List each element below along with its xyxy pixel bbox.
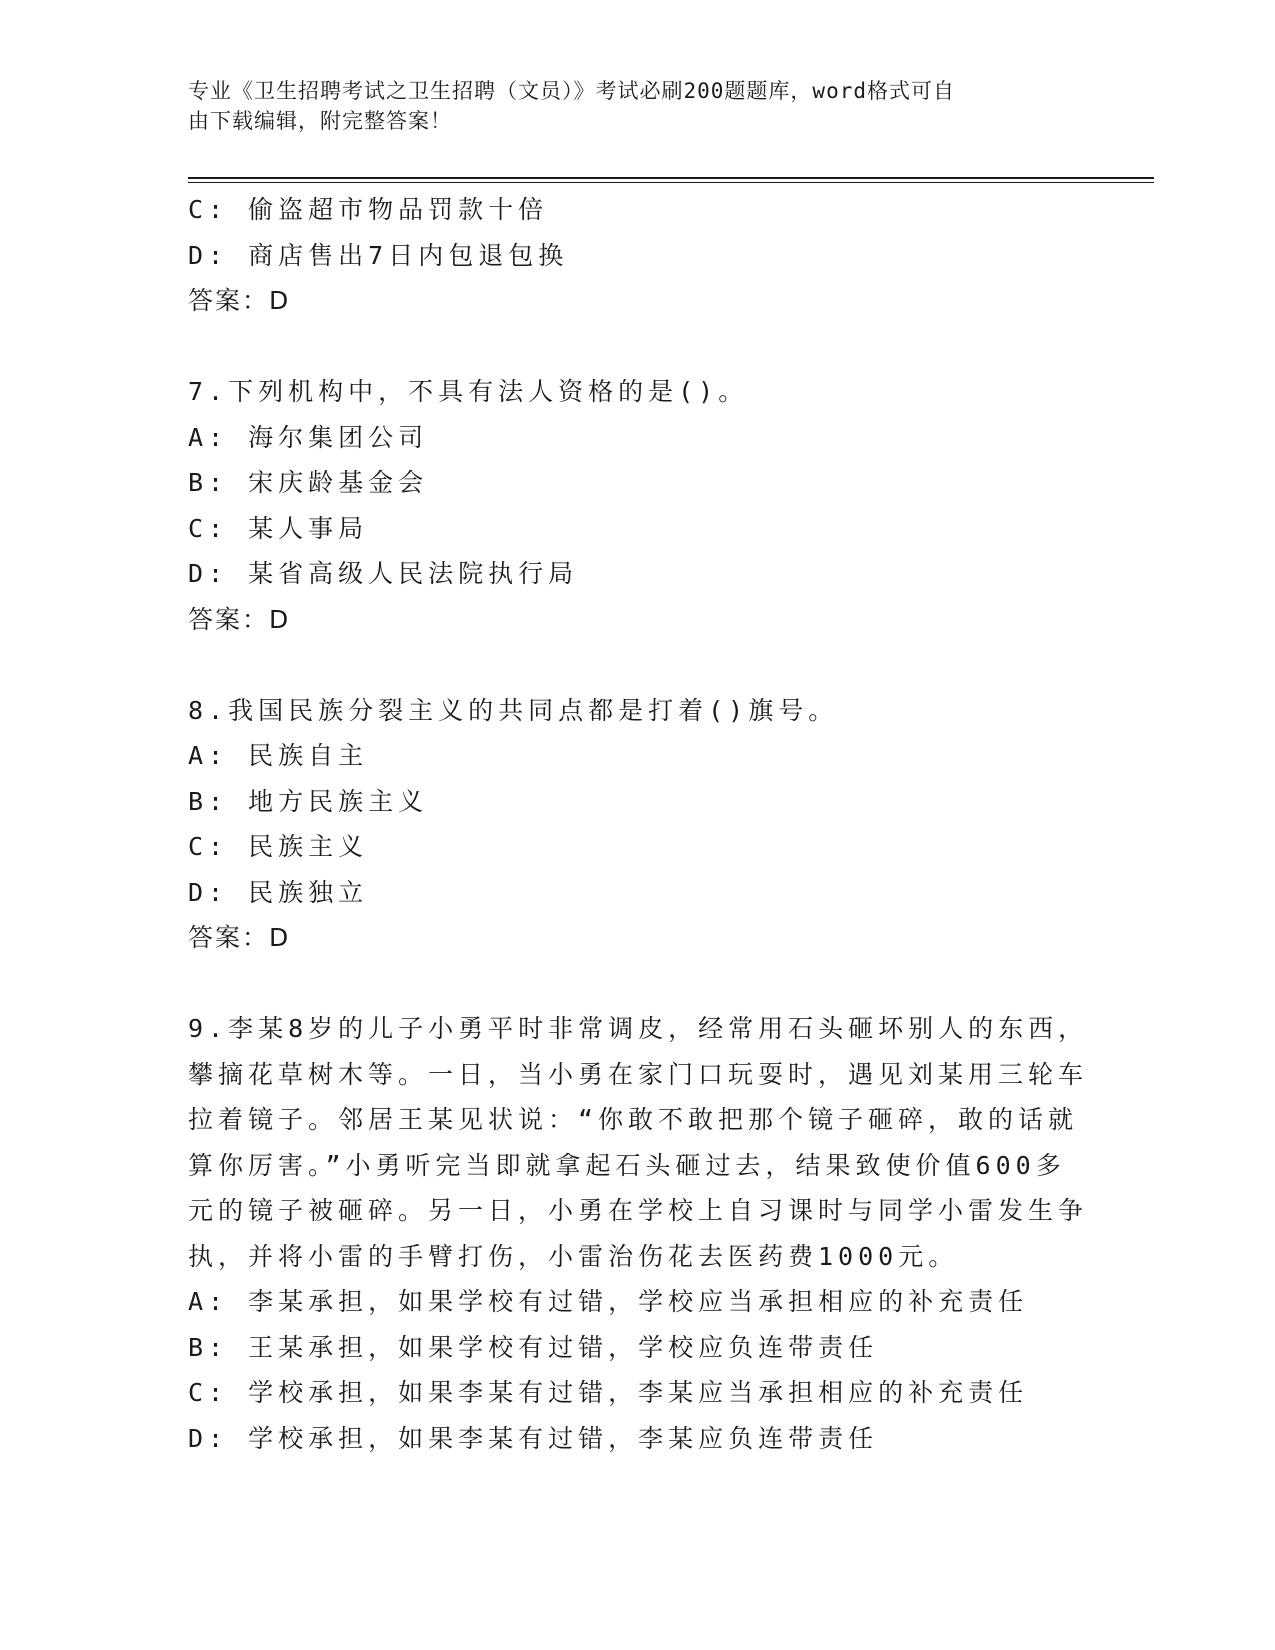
header-rule-thick <box>188 177 1154 179</box>
question-7 <box>188 369 1068 642</box>
option-b: B: 王某承担，如果学校有过错，学校应负连带责任 <box>188 1332 879 1362</box>
option-c: C: 民族主义 <box>188 832 369 861</box>
spacer <box>188 324 1068 370</box>
question-stem-line: 9.李某8岁的儿子小勇平时非常调皮，经常用石头砸坏别人的东西， <box>188 1014 1089 1043</box>
question-stem-line: 算你厉害。”小勇听完当即就拿起石头砸过去，结果致使价值600多 <box>188 1150 1066 1180</box>
option-a: A: 民族自主 <box>188 741 369 770</box>
option-b: B: 地方民族主义 <box>188 786 429 816</box>
question-stem: 7.下列机构中，不具有法人资格的是()。 <box>188 377 749 406</box>
option-d: D: 学校承担，如果李某有过错，李某应负连带责任 <box>188 1423 879 1453</box>
header-rule-thin <box>188 182 1154 183</box>
option-b: B: 宋庆龄基金会 <box>188 468 429 497</box>
option-c: C: 学校承担，如果李某有过错，李某应当承担相应的补充责任 <box>188 1378 1029 1407</box>
question-content <box>188 187 1089 1461</box>
question-9 <box>188 1006 1089 1461</box>
option-d: D: 商店售出7日内包退包换 <box>188 240 569 270</box>
header-line-2: 由下载编辑，附完整答案！ <box>188 109 452 133</box>
question-stem-line: 执，并将小雷的手臂打伤，小雷治伤花去医药费1000元。 <box>188 1241 959 1271</box>
question-stem-line: 拉着镜子。邻居王某见状说：“你敢不敢把那个镜子砸碎，敢的话就 <box>188 1105 1079 1134</box>
question-stem-line: 攀摘花草树木等。一日，当小勇在家门口玩耍时，遇见刘某用三轮车 <box>188 1059 1089 1089</box>
question-stem-line: 元的镜子被砸碎。另一日，小勇在学校上自习课时与同学小雷发生争 <box>188 1196 1089 1225</box>
spacer <box>188 961 1068 1007</box>
question-8 <box>188 688 1068 961</box>
option-c: C: 某人事局 <box>188 513 369 543</box>
question-6-continuation <box>188 187 1068 324</box>
option-a: A: 海尔集团公司 <box>188 422 429 452</box>
spacer <box>188 642 1068 688</box>
option-a: A: 李某承担，如果学校有过错，学校应当承担相应的补充责任 <box>188 1287 1029 1316</box>
answer: 答案：D <box>188 286 291 315</box>
option-d: D: 某省高级人民法院执行局 <box>188 559 579 588</box>
answer: 答案：D <box>188 923 291 952</box>
header-line-1: 专业《卫生招聘考试之卫生招聘（文员）》考试必刷200题题库，word格式可自 <box>188 79 955 103</box>
option-c: C: 偷盗超市物品罚款十倍 <box>188 195 549 224</box>
answer: 答案：D <box>188 604 291 634</box>
question-stem: 8.我国民族分裂主义的共同点都是打着()旗号。 <box>188 695 839 725</box>
document-header <box>188 76 1068 136</box>
option-d: D: 民族独立 <box>188 877 369 907</box>
